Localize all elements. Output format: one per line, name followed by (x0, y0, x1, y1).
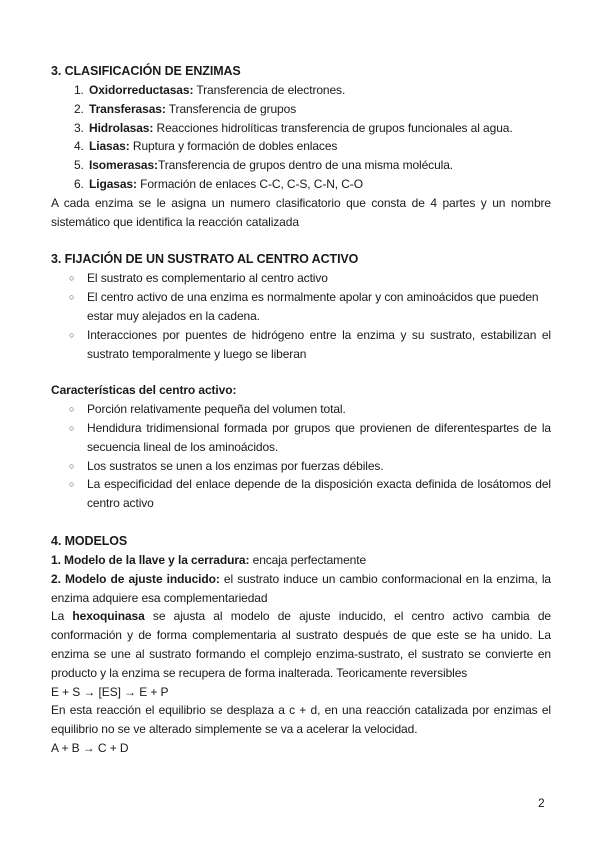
list-item: ○ El centro activo de una enzima es normalmente apolar y con aminoácidos que pueden estar muy alejados en la cadena. (87, 288, 551, 326)
list-item: ○ Porción relativamente pequeña del volumen total. (87, 400, 551, 419)
list-item: 3. Hidrolasas: Reacciones hidrolíticas transferencia de grupos funcionales al agua. (87, 119, 551, 138)
section-title-modelos: 4. MODELOS (51, 533, 128, 548)
list-item: 6. Ligasas: Formación de enlaces C-C, C-S, C-N, C-O (87, 175, 551, 194)
list-item: 5. Isomerasas:Transferencia de grupos dentro de una misma molécula. (87, 156, 551, 175)
equilibrium-paragraph: En esta reacción el equilibrio se desplaza a c + d, en una reacción catalizada por enzimas el equilibrio no se ve alterado simplemente se va a acelerar la velocidad. (51, 703, 551, 737)
section-title-clasificacion: 3. CLASIFICACIÓN DE ENZIMAS (51, 64, 241, 78)
fixation-bullet-list (51, 269, 551, 363)
section-title-fijacion: 3. FIJACIÓN DE UN SUSTRATO AL CENTRO ACTIVO (51, 252, 359, 267)
equation-enzyme: E + S → [ES] → E + P (51, 684, 169, 699)
enzyme-class-list (51, 81, 551, 194)
hexokinase-paragraph: La hexoquinasa se ajusta al modelo de ajuste inducido, el centro activo cambia de conformación y de forma complementaria al sustrato después de que este se ha unido. La enzima se une al sustrato formando el complejo enzima-sustrato, el sustrato se convierte en producto y la enzima se recupera de forma inalterada. Teoricamente reversibles (51, 609, 551, 680)
list-item: 1. Oxidorreductasas: Transferencia de electrones. (87, 81, 551, 100)
list-item: 2. Transferasas: Transferencia de grupos (87, 100, 551, 119)
list-item: ○ Los sustratos se unen a los enzimas por fuerzas débiles. (87, 457, 551, 476)
list-item: 4. Liasas: Ruptura y formación de dobles enlaces (87, 137, 551, 156)
list-item: ○ El sustrato es complementario al centro activo (87, 269, 551, 288)
list-item: ○ La especificidad del enlace depende de la disposición exacta definida de losátomos del centro activo (87, 475, 551, 513)
page-number: 2 (538, 796, 545, 810)
equation-reaction: A + B → C + D (51, 740, 129, 755)
model-lock-key: 1. Modelo de la llave y la cerradura: encaja perfectamente (51, 552, 367, 567)
list-item: ○ Interacciones por puentes de hidrógeno entre la enzima y su sustrato, estabilizan el sustrato temporalmente y luego se liberan (87, 326, 551, 364)
active-site-subtitle: Características del centro activo: (51, 383, 237, 398)
list-item: ○ Hendidura tridimensional formada por grupos que provienen de diferentespartes de la secuencia lineal de los aminoácidos. (87, 419, 551, 457)
active-site-bullet-list (51, 400, 551, 513)
classification-paragraph: A cada enzima se le asigna un numero clasificatorio que consta de 4 partes y un nombre sistemático que identifica la reacción catalizada (51, 195, 551, 229)
document-page (51, 62, 551, 758)
model-induced-fit: 2. Modelo de ajuste inducido: el sustrato induce un cambio conformacional en la enzima, la enzima adquiere esa complementariedad (51, 571, 551, 605)
